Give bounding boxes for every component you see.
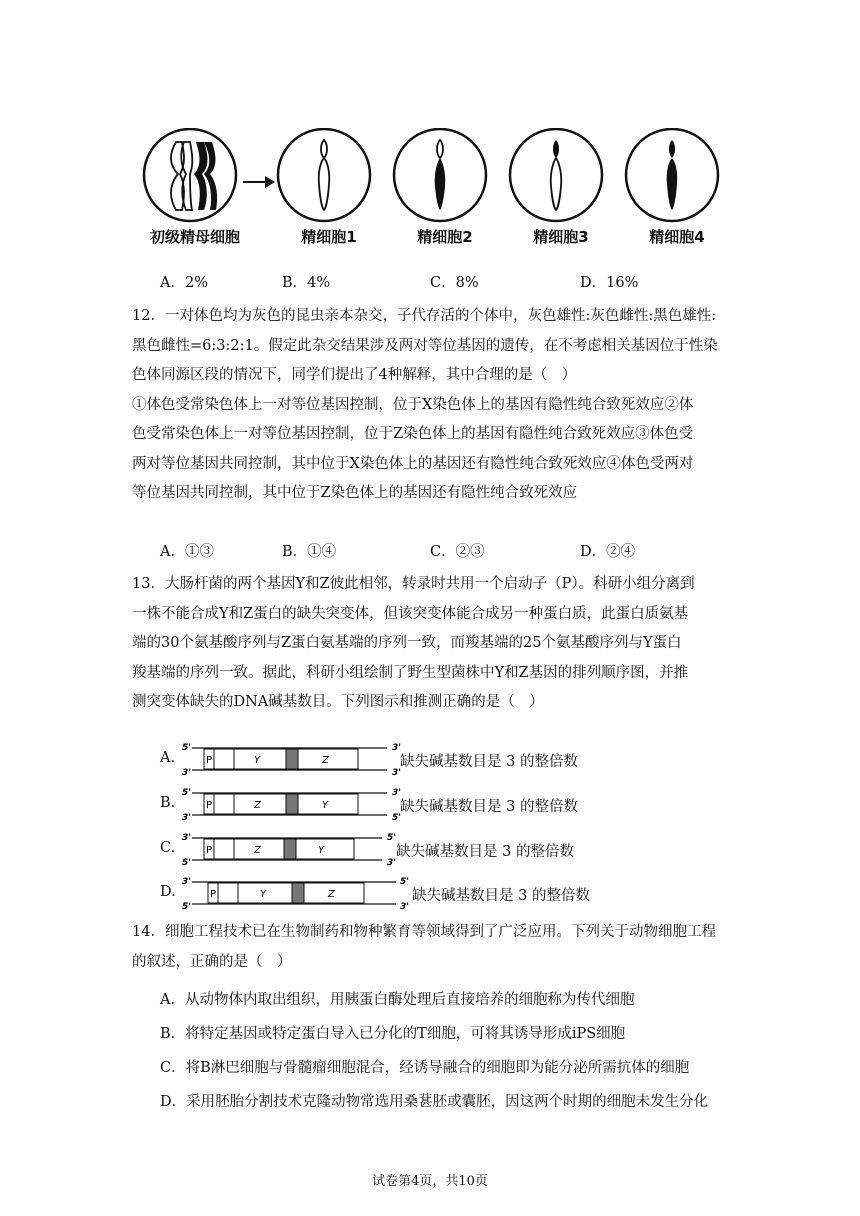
q14-option-a: A．从动物体内取出组织，用胰蛋白酶处理后直接培养的细胞称为传代细胞 [160,992,635,1008]
caption: 精细胞2 [417,228,473,246]
q12-option-b: B．①④ [282,544,337,560]
gene-label: Z [322,755,329,766]
q13-option-c [160,832,760,866]
end-label: 3' [182,833,192,843]
q14-option-b: B．将特定基因或特定蛋白导入已分化的T细胞，可将其诱导形成iPS细胞 [160,1026,626,1042]
arrow-right-icon [243,176,275,188]
q14-line: 的叙述，正确的是（ ） [132,953,292,970]
q13-option-a [160,742,760,776]
promoter-label: P [206,755,213,766]
gene-label: Z [254,845,261,856]
promoter-label: P [210,889,217,900]
option-label: A. [160,750,176,766]
option-note: 缺失碱基数目是 3 的整倍数 [400,754,578,770]
sperm-cell-3 [506,128,616,258]
q13-line: 羧基端的序列一致。据此，科研小组绘制了野生型菌株中Y和Z基因的排列顺序图，并推 [132,664,689,681]
gene-label: Y [254,755,261,766]
sperm-cell-4 [622,128,732,258]
q12-line: ①体色受常染色体上一对等位基因控制，位于X染色体上的基因有隐性纯合致死效应②体 [132,396,694,413]
q12-line: 黑色雌性=6:3:2:1。假定此杂交结果涉及两对等位基因的遗传，在不考虑相关基因位于性染 [132,337,718,354]
end-label: 3' [182,768,192,776]
end-label: 3' [400,902,410,910]
sperm-cell-2 [390,128,500,258]
chromosome-figure [140,128,720,258]
q12-option-d: D．②④ [580,544,636,560]
option-note: 缺失碱基数目是 3 的整倍数 [412,888,590,904]
caption: 精细胞1 [301,228,357,246]
option-label: C. [160,840,176,856]
gene-label: Z [254,800,261,811]
option-label: D. [160,884,176,900]
end-label: 3' [182,813,192,821]
option-note: 缺失碱基数目是 3 的整倍数 [400,799,578,815]
caption: 精细胞3 [533,228,589,246]
q12-line: 色体同源区段的情况下，同学们提出了4种解释，其中合理的是（ ） [132,367,577,383]
q12-option-a: A．①③ [160,544,214,560]
gene-label: Y [322,800,329,811]
q14-option-d: D．采用胚胎分割技术克隆动物常选用桑葚胚或囊胚，因这两个时期的细胞未发生分化 [160,1094,709,1110]
q12-line: 12．一对体色均为灰色的昆虫亲本杂交，子代存活的个体中，灰色雄性:灰色雌性:黑色雄性: [132,308,717,324]
gene-label: Y [318,845,325,856]
question-13 [132,570,732,718]
end-label: 3' [182,877,192,887]
q13-line: 13．大肠杆菌的两个基因Y和Z彼此相邻，转录时共用一个启动子（P）。科研小组分离到 [132,576,695,592]
option-label: B. [160,795,176,811]
end-label: 5' [392,813,402,821]
end-label: 3' [392,788,402,798]
caption: 精细胞4 [649,228,705,246]
gene-label: Y [260,889,267,900]
q13-line: 测突变体缺失的DNA碱基数目。下列图示和推测正确的是（ ） [132,694,544,710]
end-label: 5' [182,788,192,798]
end-label: 3' [392,743,402,753]
q13-option-d [160,876,760,910]
primary-spermatocyte-cell [140,128,250,258]
q13-line: 一株不能合成Y和Z蛋白的缺失突变体，但该突变体能合成另一种蛋白质，此蛋白质氨基 [132,605,689,622]
caption: 初级精母细胞 [149,228,240,246]
end-label: 5' [182,902,192,910]
q13-line: 端的30个氨基酸序列与Z蛋白氨基端的序列一致，而羧基端的25个氨基酸序列与Y蛋白 [132,635,682,651]
q11-option-d: D．16% [580,275,639,291]
q12-line: 色受常染色体上一对等位基因控制，位于Z染色体上的基因有隐性纯合致死效应③体色受 [132,426,694,442]
page-footer: 试卷第4页，共10页 [372,1174,488,1189]
end-label: 5' [387,833,397,843]
q14-option-c: C．将B淋巴细胞与骨髓瘤细胞混合，经诱导融合的细胞即为能分泌所需抗体的细胞 [160,1060,690,1076]
end-label: 5' [182,858,192,866]
q14-line: 14．细胞工程技术已在生物制药和物种繁育等领域得到了广泛应用。下列关于动物细胞工程 [132,924,716,940]
q13-option-b [160,787,760,821]
q11-option-a: A．2% [160,275,208,291]
question-12 [132,302,732,509]
q12-line: 两对等位基因共同控制，其中位于X染色体上的基因还有隐性纯合致死效应④体色受两对 [132,455,694,472]
promoter-label: P [206,800,213,811]
option-note: 缺失碱基数目是 3 的整倍数 [396,844,574,860]
end-label: 3' [387,858,397,866]
question-14 [132,918,732,977]
end-label: 3' [392,768,402,776]
sperm-cell-1 [274,128,384,258]
end-label: 5' [182,743,192,753]
q12-option-c: C．②③ [430,544,485,560]
promoter-label: P [206,845,213,856]
q12-line: 等位基因共同控制，其中位于Z染色体上的基因还有隐性纯合致死效应 [132,485,578,501]
end-label: 5' [400,877,410,887]
gene-label: Z [328,889,335,900]
q11-option-c: C．8% [430,275,479,291]
q11-option-b: B．4% [282,275,331,291]
